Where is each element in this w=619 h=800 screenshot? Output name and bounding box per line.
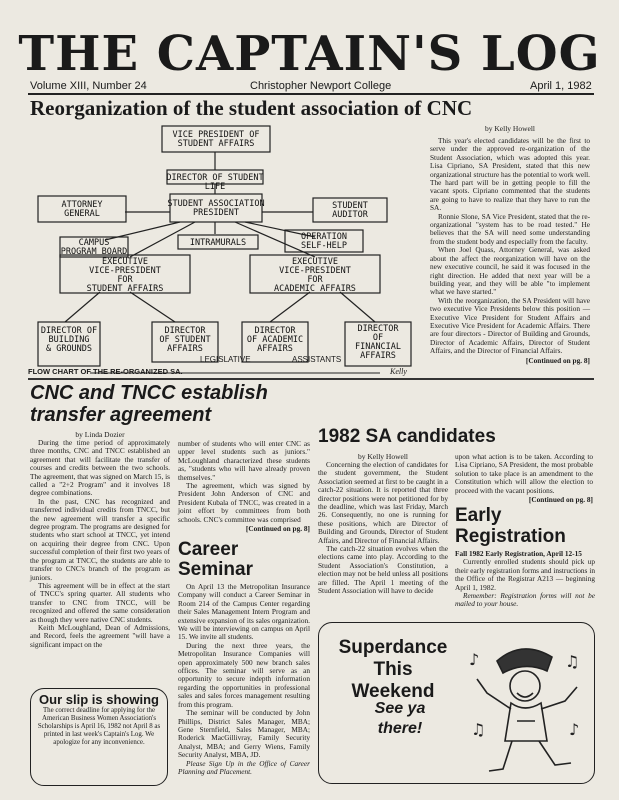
issue-date: April 1, 1982 xyxy=(530,80,592,92)
org-box-label: OF STUDENT xyxy=(159,335,211,345)
org-box-label: ATTORNEY xyxy=(61,200,103,210)
seminar-paragraph: During the next three years, the Metropolitan Insurance Companies will open approximately 500 new branch sales offices. The seminar will serve as an opportunity to secure indepth information regarding the opportunities in professional sales and sales forces management resulting from this program. xyxy=(178,640,310,709)
org-box-label: AFFAIRS xyxy=(257,344,293,354)
org-box-label: VICE-PRESIDENT xyxy=(279,266,351,276)
correction-title: Our slip is showing xyxy=(39,692,159,707)
org-chart xyxy=(30,122,420,377)
candidates-headline: 1982 SA candidates xyxy=(318,426,496,447)
candidates-body xyxy=(318,461,448,596)
org-box-label: ACADEMIC AFFAIRS xyxy=(274,284,356,294)
candidates-col2 xyxy=(455,453,593,504)
org-box-label: FINANCIAL xyxy=(354,342,402,352)
cnc-paragraph: In the past, CNC has recognized and transferred individual credits from TNCC, but the new agreement will transfer a specific degree program. The programs are designed for students who start school at TNCC, yet intend on acquiring their degree from CNC. Upon successful completion of their first two years of the program at TNCC, the students are able to transfer to CNC's branch of the program as juniors. xyxy=(30,496,170,582)
candidates-body-col2: upon what action is to be taken. According to Lisa Cipriano, SA President, the most probable solution to take place is an amendment to the Constitution which will allow the election to proceed with the vacant positions. xyxy=(455,452,593,495)
registration-headline: Early Registration xyxy=(455,505,566,547)
chart-legislative: LEGISLATIVE xyxy=(200,355,251,364)
org-box-label: STUDENT AFFAIRS xyxy=(177,139,255,149)
seminar-body xyxy=(178,583,310,776)
org-box-label: PRESIDENT xyxy=(192,208,240,218)
lead-paragraph: This year's elected candidates will be the first to serve under the approved re-organization of the Student Association, which was adopted this year. Lisa Cipriano, SA President, stated that this new organizational structure has the potential to work well. The hard part will be in getting people to fill the vacant spots. Cipriano commented that the students are going to have to realize that they have to run the SA. xyxy=(430,136,590,213)
seminar-signoff: Please Sign Up in the Office of Career Planning and Placement. xyxy=(178,758,310,776)
seminar-paragraph: The seminar will be conducted by John Phillips, District Sales Manager, MBA; Gene Sternfield, Sales Manager, MBA; Roderick MacGillivray, Family Security Analyst, MBA; and Gerry Wiens, Family Security Analyst, MBA, JD. xyxy=(178,708,310,760)
masthead-title: THE CAPTAIN'S LOG xyxy=(18,26,601,82)
org-box-label: PROGRAM BOARD xyxy=(60,247,128,257)
org-box-label: DIRECTOR OF xyxy=(40,326,98,336)
cnc-body xyxy=(30,439,170,649)
seminar-paragraph: On April 13 the Metropolitan Insurance Company will conduct a Career Seminar in Room 214 of the Campus Center regarding their Sales Management Intern Program and extensive expansion of its sales organization. We will be interviewing on campus on April 15. We invite all students. xyxy=(178,582,310,642)
org-box-label: GENERAL xyxy=(64,209,100,219)
org-box-label: STUDENT AFFAIRS xyxy=(86,284,164,294)
candidates-paragraph: The catch-22 situation evolves when the elections came into play. According to the Student Association's Constitution, a election may not be held unless all positions are filled. The April 1 meeting of the Student Association will have to decide xyxy=(318,544,448,596)
org-box-label: OF ACADEMIC xyxy=(246,335,304,345)
cnc-paragraph: During the time period of approximately three months, CNC and TNCC established an agreement that will facilitate the transfer of courses and credits between the two schools. The agreement, that was signed on March 15, is called a "2+2 Program" and it involves 18 degree combinations. xyxy=(30,438,170,498)
cnc-article-col2 xyxy=(178,440,310,533)
superdance-title: Superdance This Weekend xyxy=(338,637,448,702)
org-box-label: EXECUTIVE xyxy=(101,257,149,267)
cnc-continued: [Continued on pg. 8] xyxy=(245,524,310,534)
registration-article xyxy=(455,505,595,609)
org-box-label: VICE-PRESIDENT xyxy=(89,266,161,276)
lead-paragraph: With the reorganization, the SA President will have two executive Vice Presidents below this position — Executive Vice President for Student Affairs and Executive Vice President for Academic Affairs. There are four directors - Director of Building and Grounds, Director of Academic Affairs, Director of Student Affairs, and the Director of Financial Affairs. xyxy=(430,295,590,356)
registration-text: Currently enrolled students should pick up their early registration forms and instructions in the Office of the Registrar A213 — beginning April 1, 1982. xyxy=(455,557,595,592)
org-box-label: STUDENT ASSOCIATION xyxy=(167,199,265,209)
org-box-label: OF xyxy=(372,333,384,343)
lead-paragraph: Ronnie Slone, SA Vice President, stated that the re-organizational "system has to be road tested." He believes that the SA will need some understanding from the student body and especially from the faculty. xyxy=(430,211,590,246)
org-box-label: AUDITOR xyxy=(332,210,368,220)
candidates-byline: by Kelly Howell xyxy=(358,452,408,461)
superdance-see: See ya there! xyxy=(374,700,426,737)
org-box-label: OPERATION xyxy=(300,232,348,242)
candidates-article xyxy=(318,452,448,596)
college-name: Christopher Newport College xyxy=(250,80,392,92)
lead-continued: [Continued on pg. 8] xyxy=(525,355,590,365)
lead-byline: by Kelly Howell xyxy=(485,124,535,133)
org-box-label: STUDENT xyxy=(332,201,368,211)
cnc-paragraph: The agreement, which was signed by President John Anderson of CNC and President Kubala of TNCC, was created in a joint effort by committees from both schools. CNC's committee was comprised xyxy=(178,481,310,524)
org-box-label: EXECUTIVE xyxy=(291,257,339,267)
chart-assistants: ASSISTANTS xyxy=(292,355,342,364)
seminar-headline: Career Seminar xyxy=(178,539,253,580)
cnc-paragraph: This agreement will be in effect at the start of TNCC's spring quarter. All students who transfer to CNC from TNCC, will be recognized and offered the same consideration as though they were native CNC students. xyxy=(30,580,170,624)
org-box-label: AFFAIRS xyxy=(167,344,203,354)
artist-signature: Kelly xyxy=(390,367,407,376)
registration-sub: Fall 1982 Early Registration, April 12-15 xyxy=(455,549,582,558)
chart-caption: FLOW CHART OF THE RE-ORGANIZED SA. xyxy=(28,367,183,376)
cnc-paragraph: number of students who will enter CNC as upper level students such as juniors." McLoughland characterized these students as, "students who will have already proven themselves." xyxy=(178,439,310,482)
cnc-article xyxy=(30,430,170,649)
org-box-label: DIRECTOR OF STUDENT xyxy=(166,173,264,183)
org-box-label: CAMPUS xyxy=(78,238,110,248)
org-box-label: FOR xyxy=(307,275,323,285)
org-box-label: DIRECTOR xyxy=(357,324,399,334)
correction-box xyxy=(30,688,168,786)
registration-body xyxy=(455,558,595,608)
cnc-headline: CNC and TNCC establish transfer agreement xyxy=(30,382,268,426)
registration-remember: Remember: Registration forms will not be mailed to your house. xyxy=(455,591,595,609)
lead-article xyxy=(430,124,590,365)
org-box-label: SELF-HELP xyxy=(300,241,348,251)
org-box-label: DIRECTOR xyxy=(254,326,296,336)
superdance-ad xyxy=(318,622,595,784)
org-box-label: FOR xyxy=(117,275,133,285)
lead-headline: Reorganization of the student association of CNC xyxy=(30,96,473,120)
svg-text:♪: ♪ xyxy=(469,650,480,669)
volume-number: Volume XIII, Number 24 xyxy=(30,80,147,92)
cnc-paragraph: Keith McLoughland, Dean of Admissions, and Record, feels the agreement "will have a significant impact on the xyxy=(30,622,170,649)
org-box-label: AFFAIRS xyxy=(360,351,396,361)
candidates-continued: [Continued on pg. 8] xyxy=(528,495,593,505)
masthead-rule xyxy=(28,93,594,95)
cnc-body-col2 xyxy=(178,440,310,524)
svg-text:♫: ♫ xyxy=(471,720,486,739)
dancing-captain-illustration xyxy=(467,631,587,779)
org-box-label: LIFE xyxy=(204,182,226,192)
org-box-label: DIRECTOR xyxy=(164,326,206,336)
cnc-byline: by Linda Dozier xyxy=(75,430,125,439)
org-box-label: BUILDING xyxy=(48,335,90,345)
seminar-article xyxy=(178,540,310,776)
lead-paragraph: When Joel Quass, Attorney General, was asked about the affect the reorganization will have on the new executive council, he said it was focused in the right direction. He added that next year will be a building year, and they will be able "to implement what we have started." xyxy=(430,245,590,297)
section-divider xyxy=(28,378,594,380)
svg-text:♫: ♫ xyxy=(565,652,580,671)
org-box-label: & GROUNDS xyxy=(45,344,93,354)
lead-body xyxy=(430,137,590,356)
candidates-paragraph: Concerning the election of candidates for the student government, the Student Association seemed at first to be caught in a catch-22 situation. It is reported that three director positions were not petitioned for by the deadline, which was last Friday, March 26. Consequently, no one is running for these positions, which are Director of Building and Grounds, Director of Student Affairs, and Director of Financial Affairs. xyxy=(318,460,448,545)
org-box-label: VICE PRESIDENT OF xyxy=(172,130,260,140)
correction-text: The correct deadline for applying for the American Business Women Association's Scholarships is April 16, 1982 not April 8 as printed in last week's Captain's Log. We apologize for any inconvenience. xyxy=(37,707,161,746)
svg-text:♪: ♪ xyxy=(569,720,580,739)
org-box-label: INTRAMURALS xyxy=(189,238,247,248)
